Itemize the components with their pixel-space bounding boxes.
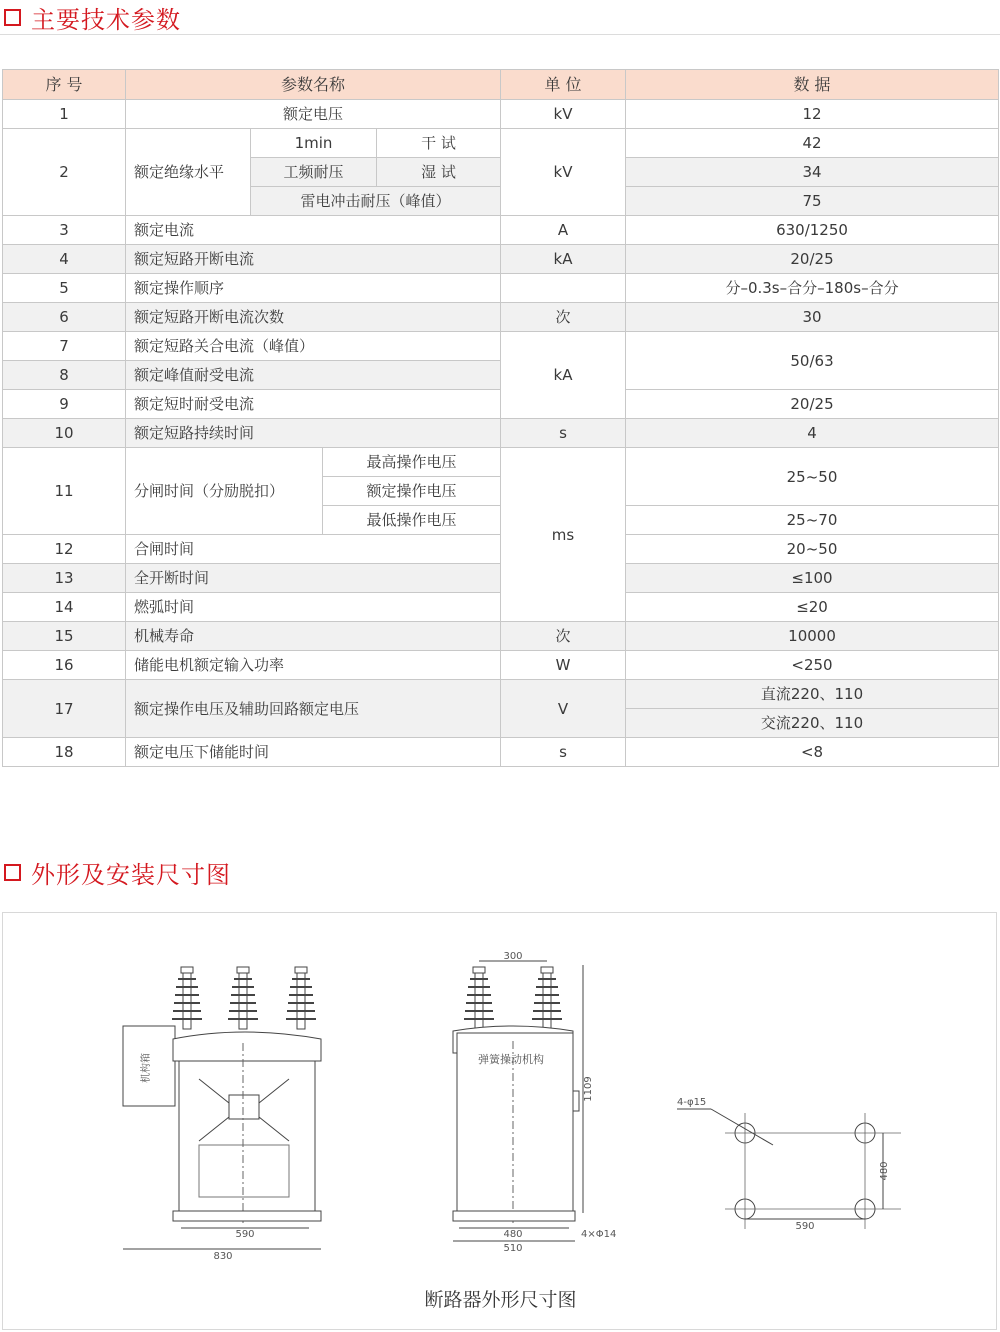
table-row: 1 额定电压 kV 12: [3, 100, 999, 129]
tank-lid: [173, 1032, 321, 1061]
square-bullet-icon: [4, 9, 21, 26]
table-row: 18 额定电压下储能时间 s <8: [3, 738, 999, 767]
mounting-plan: [677, 1097, 901, 1232]
drawing-svg: [3, 913, 998, 1331]
header-unit: 单 位: [501, 70, 626, 100]
table-row: 工频耐压 湿 试 34: [3, 158, 999, 187]
insulator-icon: [172, 967, 202, 1029]
table-row: 15 机械寿命 次 10000: [3, 622, 999, 651]
table-row: 17 额定操作电压及辅助回路额定电压 V 直流220、110: [3, 680, 999, 709]
table-row: 16 储能电机额定输入功率 W <250: [3, 651, 999, 680]
section-title-text: 外形及安装尺寸图: [31, 861, 231, 889]
dim-mount-h: 480: [879, 1161, 890, 1181]
section-title-dimensions: [4, 855, 231, 890]
dim-front-inner: 590: [235, 1229, 255, 1240]
mechanism-box-label: 机构箱: [141, 1053, 152, 1083]
dimension-drawing: [2, 912, 997, 1330]
insulator-icon: [532, 967, 562, 1029]
table-row: 8 额定峰值耐受电流: [3, 361, 999, 390]
table-row: 13 全开断时间 ≤100: [3, 564, 999, 593]
table-row: 10 额定短路持续时间 s 4: [3, 419, 999, 448]
side-view: [453, 951, 616, 1254]
bolt-spec: 4×Φ14: [581, 1229, 617, 1240]
section-title-text: 主要技术参数: [31, 6, 181, 34]
table-row: 交流220、110: [3, 709, 999, 738]
dim-mount-w: 590: [795, 1221, 815, 1232]
header-value: 数 据: [626, 70, 999, 100]
header-param: 参数名称: [126, 70, 501, 100]
table-row: 7 额定短路关合电流（峰值） kA 50/63: [3, 332, 999, 361]
table-row: 14 燃弧时间 ≤20: [3, 593, 999, 622]
table-row: 雷电冲击耐压（峰值） 75: [3, 187, 999, 216]
dim-side-outer: 510: [503, 1243, 523, 1254]
table-row: 11 分闸时间（分励脱扣） 最高操作电压 ms 25~50: [3, 448, 999, 477]
table-row: 12 合闸时间 20~50: [3, 535, 999, 564]
header-no: 序 号: [3, 70, 126, 100]
table-row: 6 额定短路开断电流次数 次 30: [3, 303, 999, 332]
table-row: 4 额定短路开断电流 kA 20/25: [3, 245, 999, 274]
square-bullet-icon: [4, 864, 21, 881]
table-row: 9 额定短时耐受电流 20/25: [3, 390, 999, 419]
table-header-row: [3, 70, 999, 100]
table-row: 2 额定绝缘水平 1min 干 试 kV 42: [3, 129, 999, 158]
insulator-icon: [464, 967, 494, 1029]
table-row: 额定操作电压: [3, 477, 999, 506]
front-view: [123, 967, 321, 1262]
insulator-icon: [228, 967, 258, 1029]
drawing-caption: 断路器外形尺寸图: [424, 1289, 577, 1311]
dim-front-outer: 830: [213, 1251, 233, 1262]
insulator-icon: [286, 967, 316, 1029]
divider: [0, 34, 1000, 35]
dim-side-inner: 480: [503, 1229, 523, 1240]
spec-table: [2, 69, 999, 767]
spring-mechanism-label: 弹簧操动机构: [478, 1053, 544, 1066]
dim-side-top: 300: [503, 951, 523, 962]
mount-holes-label: 4-φ15: [677, 1097, 707, 1108]
dim-side-height: 1109: [583, 1076, 594, 1102]
section-title-specs: [4, 0, 181, 35]
table-row: 最低操作电压 25~70: [3, 506, 999, 535]
table-row: 5 额定操作顺序 分–0.3s–合分–180s–合分: [3, 274, 999, 303]
table-row: 3 额定电流 A 630/1250: [3, 216, 999, 245]
